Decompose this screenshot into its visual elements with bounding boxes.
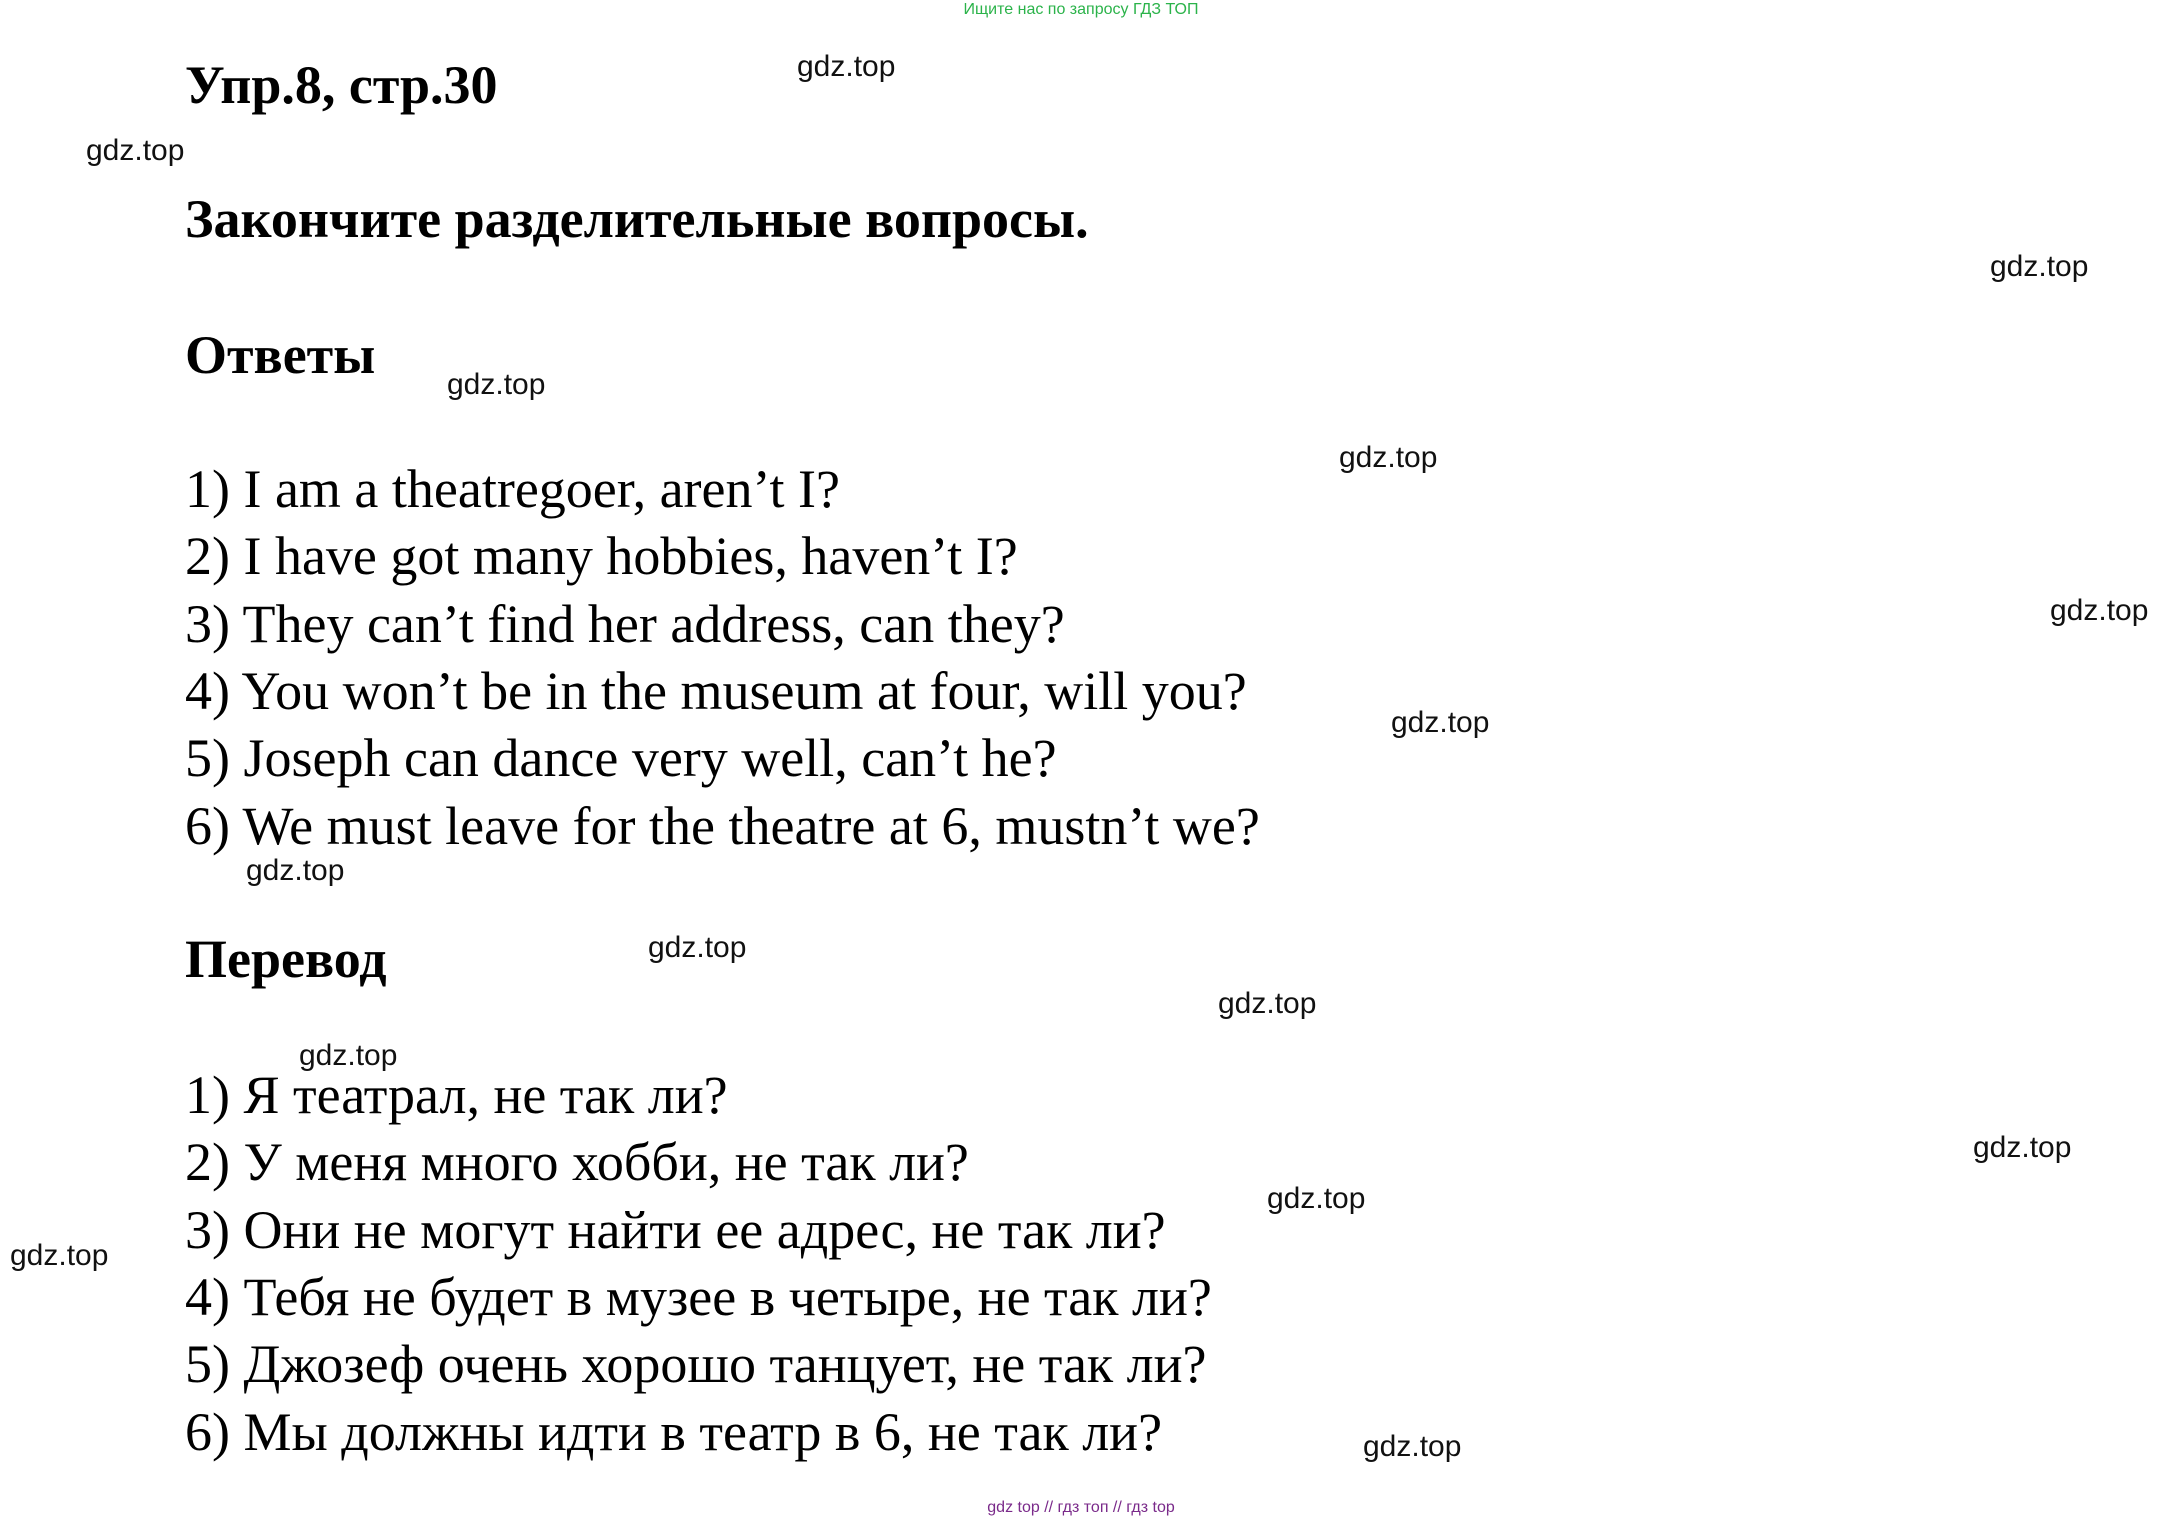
translation-line-6: 6) Мы должны идти в театр в 6, не так ли? <box>185 1402 1163 1462</box>
translation-line-4: 4) Тебя не будет в музее в четыре, не так ли? <box>185 1267 1212 1327</box>
watermark: gdz.top <box>10 1239 109 1272</box>
watermark: gdz.top <box>1218 987 1317 1020</box>
translation-line-1: 1) Я театрал, не так ли? <box>185 1065 728 1125</box>
answer-line-3: 3) They can’t find her address, can they? <box>185 594 1065 654</box>
answers-heading: Ответы <box>185 325 376 385</box>
watermark: gdz.top <box>1363 1430 1462 1463</box>
exercise-title: Упр.8, стр.30 <box>185 55 498 115</box>
watermark: gdz.top <box>1973 1131 2072 1164</box>
translation-line-5: 5) Джозеф очень хорошо танцует, не так ли? <box>185 1334 1207 1394</box>
watermark: gdz.top <box>1990 250 2089 283</box>
watermark: gdz.top <box>246 854 345 887</box>
watermark: gdz.top <box>1391 706 1490 739</box>
translation-line-3: 3) Они не могут найти ее адрес, не так ли? <box>185 1200 1166 1260</box>
answer-line-5: 5) Joseph can dance very well, can’t he? <box>185 728 1057 788</box>
top-banner: Ищите нас по запросу ГДЗ ТОП <box>963 1 1199 18</box>
watermark: gdz.top <box>1267 1182 1366 1215</box>
answer-line-6: 6) We must leave for the theatre at 6, mustn’t we? <box>185 796 1260 856</box>
answer-line-1: 1) I am a theatregoer, aren’t I? <box>185 459 840 519</box>
watermark: gdz.top <box>299 1039 398 1072</box>
watermark: gdz.top <box>648 931 747 964</box>
translation-heading: Перевод <box>185 929 387 989</box>
watermark: gdz.top <box>447 368 546 401</box>
answer-line-4: 4) You won’t be in the museum at four, will you? <box>185 661 1247 721</box>
answer-line-2: 2) I have got many hobbies, haven’t I? <box>185 526 1018 586</box>
watermark: gdz.top <box>1339 441 1438 474</box>
watermark: gdz.top <box>86 134 185 167</box>
task-instruction: Закончите разделительные вопросы. <box>185 189 1089 249</box>
watermark: gdz.top <box>797 50 896 83</box>
translation-line-2: 2) У меня много хобби, не так ли? <box>185 1132 969 1192</box>
watermark: gdz.top <box>2050 594 2149 627</box>
bottom-banner: gdz top // гдз топ // гдз top <box>987 1499 1175 1516</box>
